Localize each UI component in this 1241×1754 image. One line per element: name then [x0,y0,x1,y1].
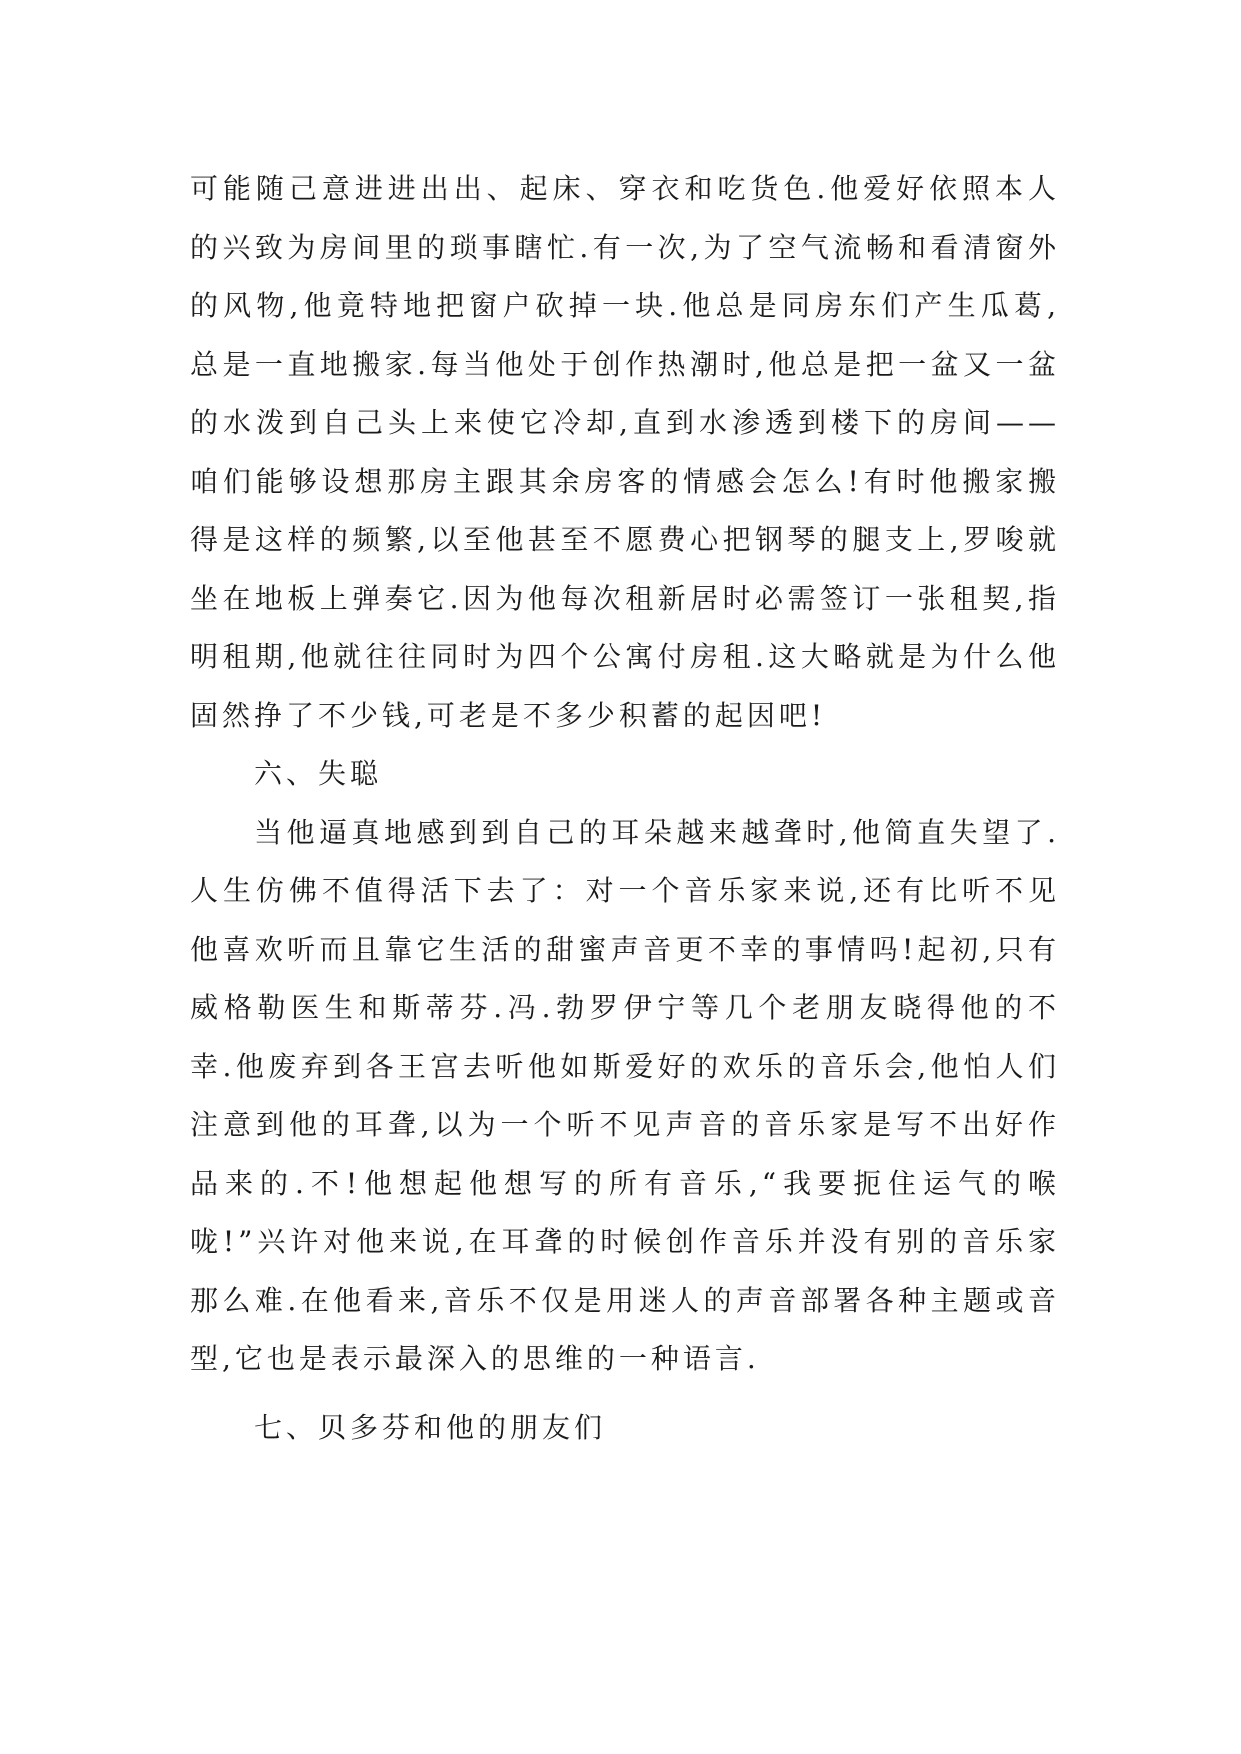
section-heading-6: 六、失聪 [254,757,383,790]
body-paragraph: 当他逼真地感到到自己的耳朵越来越聋时,他简直失望了.人生仿佛不值得活下去了：对一个音乐家来说,还有比听不见他喜欢听而且靠它生活的甜蜜声音更不幸的事情吗!起初,只有威格勒医生和斯蒂芬.冯.勃罗伊宁等几个老朋友晓得他的不幸.他废弃到各王宫去听他如斯爱好的欢乐的音乐会,他怕人们注意到他的耳聋,以为一个听不见声音的音乐家是写不出好作品来的.不!他想起他想写的所有音乐,“我要扼住运气的喉咙!”兴许对他来说,在耳聋的时候创作音乐并没有别的音乐家那么难.在他看来,音乐不仅是用迷人的声音部署各种主题或音型,它也是表示最深入的思维的一种语言. [190,815,1060,1375]
body-paragraph: 可能随己意进进出出、起床、穿衣和吃货色.他爱好依照本人的兴致为房间里的琐事瞎忙.有一次,为了空气流畅和看清窗外的风物,他竟特地把窗户砍掉一块.他总是同房东们产生瓜葛,总是一直地搬家.每当他处于创作热潮时,他总是把一盆又一盆的水泼到自己头上来使它冷却,直到水渗透到楼下的房间——咱们能够设想那房主跟其余房客的情感会怎么!有时他搬家搬得是这样的频繁,以至他甚至不愿费心把钢琴的腿支上,罗唆就坐在地板上弹奏它.因为他每次租新居时必需签订一张租契,指明租期,他就往往同时为四个公寓付房租.这大略就是为什么他固然挣了不少钱,可老是不多少积蓄的起因吧! [190,172,1060,732]
section-heading-7: 七、贝多芬和他的朋友们 [254,1410,607,1444]
document-body [190,160,1060,1457]
